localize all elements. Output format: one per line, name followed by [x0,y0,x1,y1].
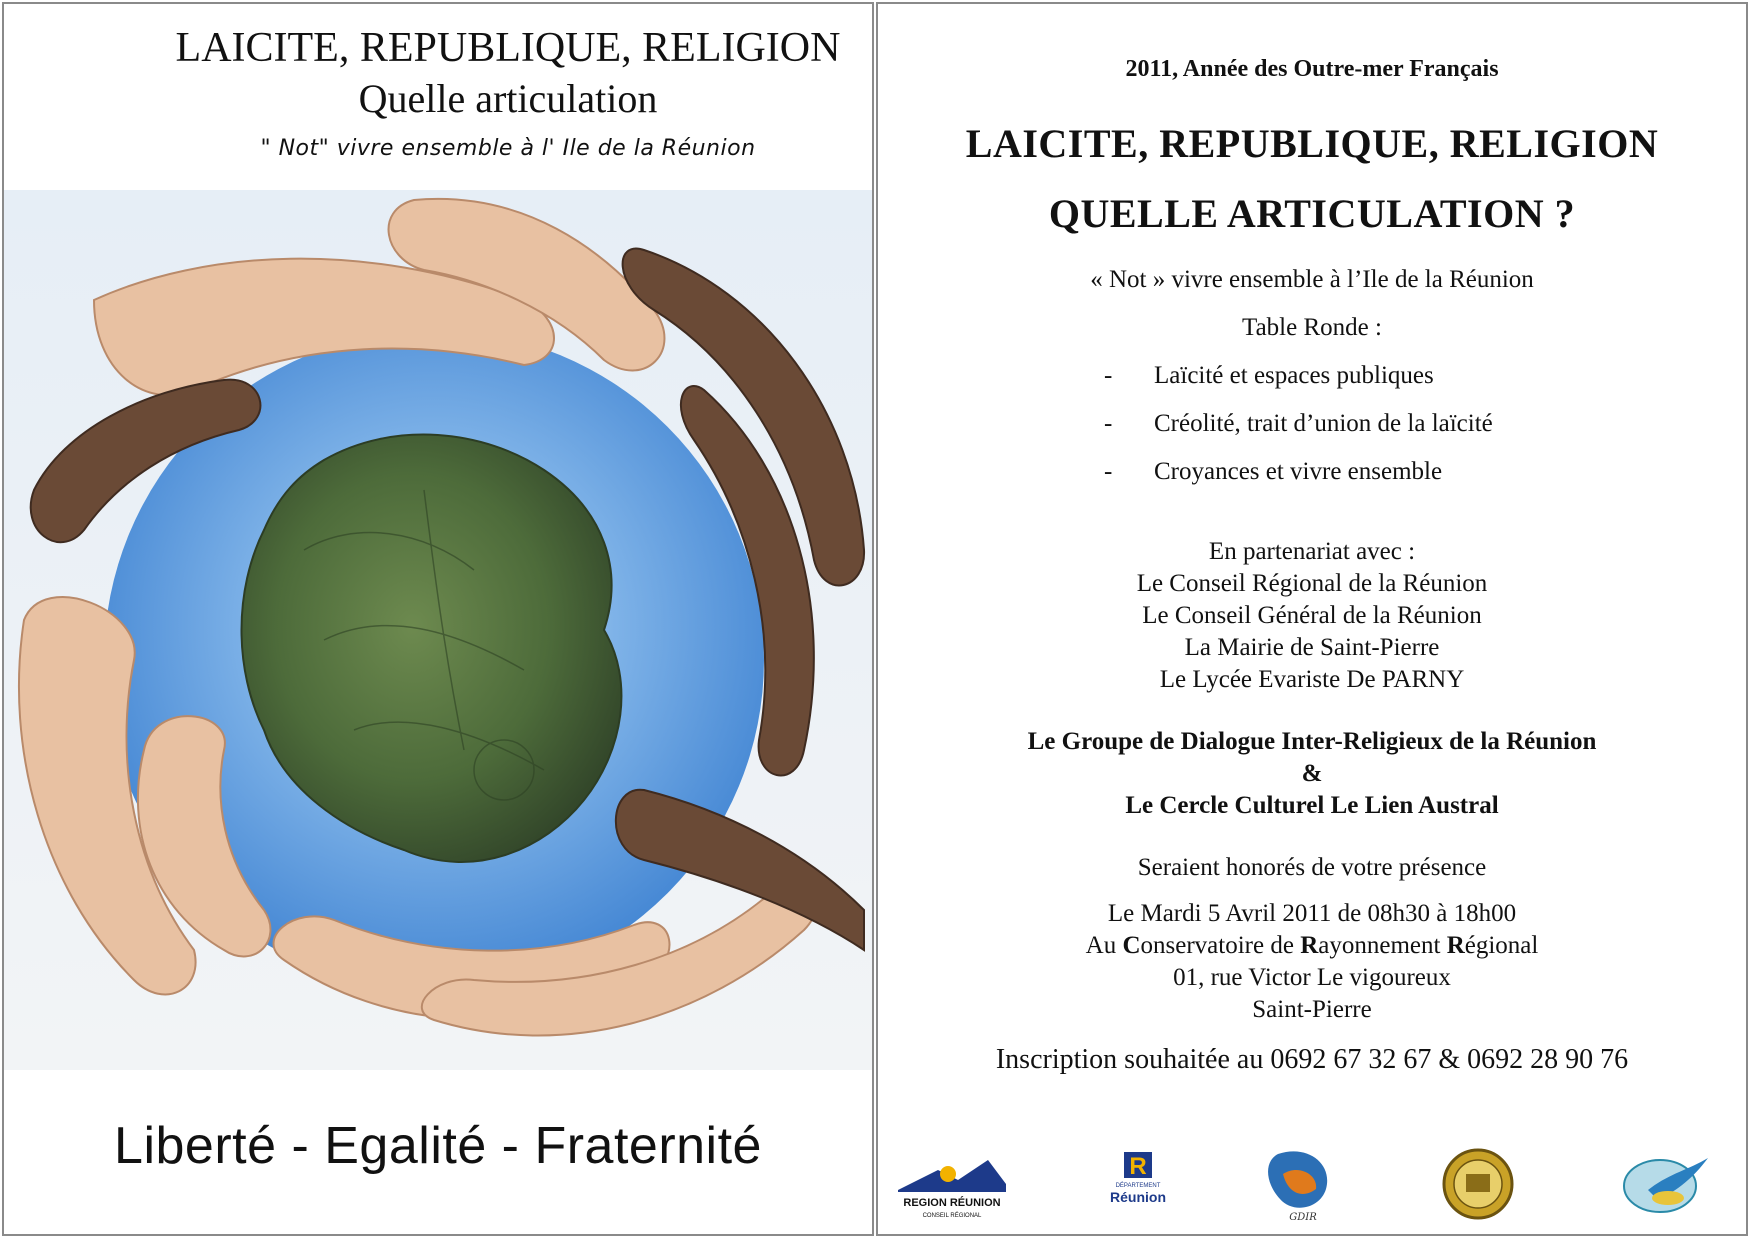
dept-logo-line2: Réunion [1110,1189,1166,1205]
topic-text: Croyances et vivre ensemble [1154,458,1443,485]
left-handwritten-line: " Not" vivre ensemble à l' Ile de la Réunion [260,136,756,161]
dash: - [1104,362,1113,389]
list-item [1104,456,1493,504]
departement-reunion-logo [1110,1152,1166,1205]
dept-logo-line1: DÉPARTEMENT [1115,1183,1161,1189]
event-date: Le Mardi 5 Avril 2011 de 08h30 à 18h00 [1107,900,1517,927]
svg-text:R: R [1129,1153,1147,1180]
organizer-1: Le Groupe de Dialogue Inter-Religieux de la Réunion [1027,728,1597,755]
gdir-logo-text: GDIR [1289,1212,1317,1223]
partner-item: Le Conseil Régional de la Réunion [1136,570,1488,597]
left-motto: Liberté - Egalité - Fraternité [114,1117,762,1175]
event-address: 01, rue Victor Le vigoureux [1173,964,1451,991]
partner-item: Le Conseil Général de la Réunion [1142,602,1482,629]
partners-block [878,536,1746,696]
dash: - [1104,458,1113,485]
organizer-2: Le Cercle Culturel Le Lien Austral [1125,792,1499,819]
topic-text: Laïcité et espaces publiques [1154,362,1434,389]
gold-seal-logo [1444,1150,1512,1218]
list-item [1104,360,1493,408]
right-panel [876,2,1748,1236]
event-details [878,898,1746,1026]
lien-austral-logo [1624,1158,1708,1212]
not-line: « Not » vivre ensemble à l’Ile de la Réunion [1090,266,1534,293]
left-panel [2,2,874,1236]
partner-item: Le Lycée Evariste De PARNY [1159,666,1465,693]
region-reunion-logo [898,1160,1006,1219]
right-title-1: LAICITE, REPUBLIQUE, RELIGION [965,121,1659,166]
event-venue: Au Conservatoire de Rayonnement Régional [1085,932,1539,959]
partners-intro: En partenariat avec : [1208,538,1416,565]
table-ronde-label: Table Ronde : [1242,314,1382,341]
region-logo-line2: CONSEIL RÉGIONAL [922,1213,982,1219]
list-item [1104,408,1493,456]
hands-circle-island-illustration [4,190,872,1070]
gdir-logo [1268,1151,1327,1223]
honored-line: Seraient honorés de votre présence [1137,854,1487,881]
topics-list [1104,360,1493,504]
left-title: LAICITE, REPUBLIQUE, RELIGION [175,25,841,71]
inscription-line: Inscription souhaitée au 0692 67 32 67 & 0692 28 90 76 [995,1044,1629,1075]
topic-text: Créolité, trait d’union de la laïcité [1154,410,1493,437]
right-title-2: QUELLE ARTICULATION ? [1048,191,1576,236]
partner-logos-row [878,1144,1746,1224]
left-subtitle: Quelle articulation [358,76,658,121]
organizer-ampersand: & [1301,760,1323,787]
region-logo-line1: REGION RÉUNION [903,1197,1001,1209]
event-city: Saint-Pierre [1252,996,1372,1023]
partner-item: La Mairie de Saint-Pierre [1184,634,1440,661]
year-line: 2011, Année des Outre-mer Français [1125,56,1499,82]
organizers-block [878,726,1746,822]
dash: - [1104,410,1113,437]
